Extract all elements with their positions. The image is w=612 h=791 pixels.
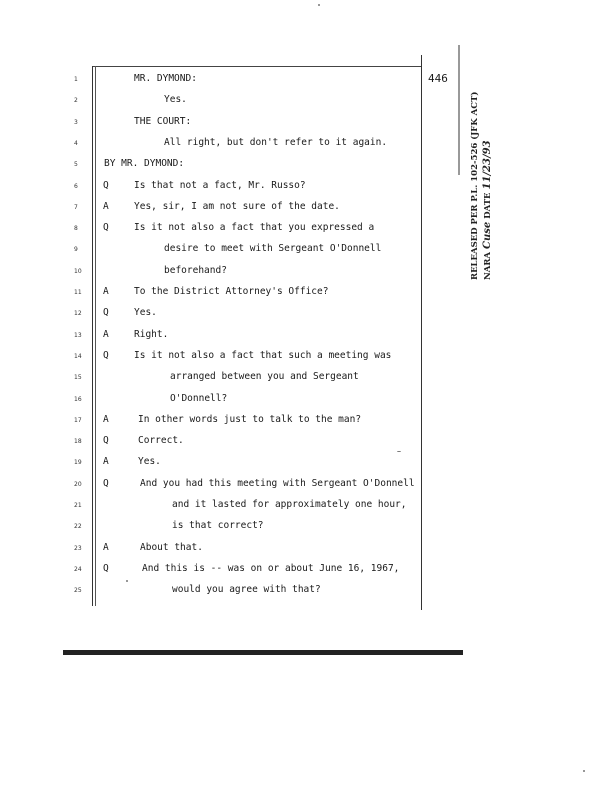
frame-top-rule <box>92 66 422 67</box>
transcript-line <box>0 435 612 449</box>
transcript-line <box>0 414 612 428</box>
transcript-line <box>0 73 612 87</box>
line-number: 18 <box>74 438 82 446</box>
line-number: 3 <box>74 118 78 126</box>
stamp-line-1: RELEASED PER P.L. 102-526 (JFK ACT) <box>470 91 480 280</box>
line-number: 7 <box>74 203 78 211</box>
line-number: 11 <box>74 289 82 296</box>
transcript-line <box>0 243 612 257</box>
transcript-line <box>0 286 612 300</box>
speaker-label: A <box>103 200 109 212</box>
stamp-line-2 <box>482 92 494 280</box>
line-text: O'Donnell? <box>170 392 228 404</box>
transcript-line <box>0 520 612 534</box>
scan-speck <box>583 770 585 772</box>
transcript-line <box>0 158 612 172</box>
scan-speck <box>126 580 128 582</box>
transcript-line <box>0 265 612 279</box>
page-spine-mark <box>458 45 460 175</box>
line-text: Yes. <box>134 307 157 319</box>
line-text: Yes. <box>164 94 187 106</box>
transcript-line <box>0 393 612 407</box>
line-number: 1 <box>74 76 78 83</box>
line-text: Right. <box>134 328 169 340</box>
speaker-label: A <box>103 328 109 340</box>
bottom-rule <box>63 650 463 655</box>
stamp-date-label: DATE <box>483 192 493 219</box>
line-text: And you had this meeting with Sergeant O'Donnell <box>140 477 415 489</box>
speaker-label: Q <box>103 435 109 447</box>
speaker-label: Q <box>103 307 109 319</box>
speaker-label: Q <box>103 222 109 234</box>
line-number: 6 <box>74 182 78 190</box>
line-text: Is it not also a fact that you expressed a <box>134 222 375 234</box>
transcript-line <box>0 180 612 194</box>
speaker-label: A <box>103 456 109 468</box>
line-text: In other words just to talk to the man? <box>138 413 362 425</box>
transcript-line <box>0 116 612 130</box>
line-number: 9 <box>74 246 78 254</box>
line-text: To the District Attorney's Office? <box>134 286 329 297</box>
transcript-line <box>0 307 612 321</box>
transcript-line <box>0 456 612 470</box>
line-number: 16 <box>74 395 82 403</box>
line-number: 8 <box>74 225 78 233</box>
line-number: 19 <box>74 459 82 467</box>
stamp-nara: NARA <box>483 251 493 280</box>
speaker-label: Q <box>103 179 109 191</box>
line-text: Yes. <box>138 456 161 468</box>
release-stamp <box>470 92 494 280</box>
line-text: THE COURT: <box>134 115 192 127</box>
transcript-line <box>0 94 612 108</box>
transcript-line <box>0 542 612 556</box>
line-text: MR. DYMOND: <box>134 73 197 84</box>
line-number: 22 <box>74 523 82 531</box>
line-text: is that correct? <box>172 520 264 532</box>
line-text: Is it not also a fact that such a meeting was <box>134 349 392 361</box>
stamp-signature: Cuse <box>482 221 493 249</box>
line-text: Is that not a fact, Mr. Russo? <box>134 179 306 191</box>
transcript-line <box>0 350 612 364</box>
transcript-line <box>0 584 612 598</box>
transcript-line <box>0 563 612 577</box>
line-text: would you agree with that? <box>172 584 321 596</box>
line-text: beforehand? <box>164 264 227 276</box>
line-number: 14 <box>74 352 82 360</box>
transcript-line <box>0 222 612 236</box>
line-text: Correct. <box>138 435 184 447</box>
line-number: 25 <box>74 587 82 595</box>
transcript-line <box>0 478 612 492</box>
stamp-date: 11/23/93 <box>482 140 493 190</box>
line-number: 5 <box>74 161 78 169</box>
speaker-label: A <box>103 286 109 297</box>
transcript-line <box>0 371 612 385</box>
line-text: desire to meet with Sergeant O'Donnell <box>164 243 382 255</box>
speaker-label: A <box>103 541 109 553</box>
line-number: 23 <box>74 544 82 552</box>
line-text: All right, but don't refer to it again. <box>164 136 388 148</box>
scan-speck <box>318 4 320 6</box>
transcript-line <box>0 137 612 151</box>
speaker-label: Q <box>103 477 109 489</box>
page-number: 446 <box>428 72 448 85</box>
line-number: 24 <box>74 565 82 573</box>
line-text: and it lasted for approximately one hour, <box>172 499 407 510</box>
line-text: BY MR. DYMOND: <box>104 158 185 170</box>
line-text: arranged between you and Sergeant <box>170 371 359 383</box>
speaker-label: Q <box>103 349 109 361</box>
line-text: About that. <box>140 541 203 553</box>
line-number: 10 <box>74 267 82 275</box>
line-number: 13 <box>74 331 82 339</box>
line-number: 21 <box>74 502 82 509</box>
transcript-line <box>0 201 612 215</box>
line-text: Yes, sir, I am not sure of the date. <box>134 200 340 212</box>
speaker-label: Q <box>103 562 109 574</box>
transcript-line <box>0 329 612 343</box>
line-number: 2 <box>74 97 78 105</box>
line-number: 20 <box>74 480 82 488</box>
line-text: And this is -- was on or about June 16, 1967, <box>142 562 400 574</box>
line-number: 4 <box>74 139 78 147</box>
line-number: 15 <box>74 374 82 382</box>
line-number: 17 <box>74 416 82 424</box>
speaker-label: A <box>103 413 109 425</box>
line-number: 12 <box>74 310 82 318</box>
scan-speck <box>397 451 401 452</box>
transcript-line <box>0 499 612 513</box>
